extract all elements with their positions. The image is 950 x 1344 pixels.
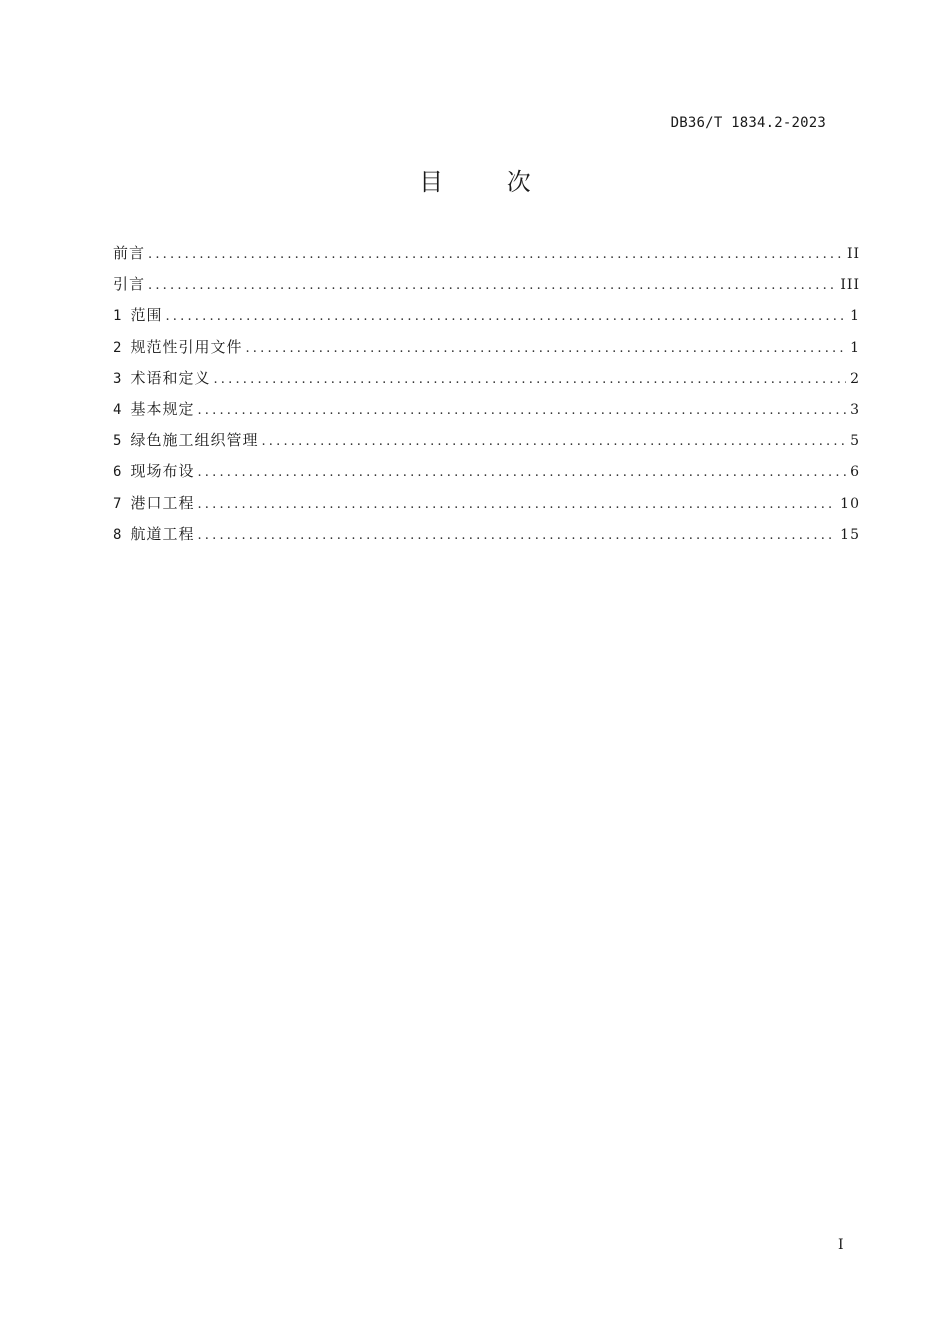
toc-entry-number: 7 [113,495,122,512]
toc-entry-page: 6 [850,464,860,481]
toc-leader-dots [197,465,846,480]
toc-entry-title: 港口工程 [130,493,195,512]
toc-entry-scope[interactable] [113,304,860,335]
toc-entry-title: 范围 [130,306,163,325]
toc-entry-number: 5 [113,433,122,450]
toc-entry-port-engineering[interactable] [113,492,860,523]
toc-entry-number: 8 [113,526,122,543]
toc-entry-waterway-engineering[interactable] [113,523,860,554]
toc-entry-normative-references[interactable] [113,336,860,367]
toc-entry-title: 基本规定 [130,399,195,418]
toc-entry-page: III [840,277,860,294]
toc-title: 目 次 [419,168,559,196]
toc-entry-page: 1 [850,339,860,356]
page-number: I [838,1237,844,1253]
toc-leader-dots [197,497,836,512]
toc-entry-page: II [846,246,860,262]
toc-entry-page: 3 [850,401,860,418]
toc-entry-title: 航道工程 [130,524,195,543]
toc-entry-title: 引言 [113,275,146,294]
toc-entry-title: 绿色施工组织管理 [130,431,259,450]
toc-entry-number: 1 [113,308,122,325]
toc-leader-dots [148,247,843,262]
toc-entry-title: 术语和定义 [130,368,211,387]
toc-entry-foreword[interactable] [113,242,860,273]
toc-entry-basic-provisions[interactable] [113,398,860,429]
toc-entry-terms-definitions[interactable] [113,367,860,398]
toc-entry-green-construction[interactable] [113,429,860,460]
toc-entry-introduction[interactable] [113,273,860,304]
toc-entry-number: 2 [113,339,122,356]
toc-entry-title: 前言 [113,244,146,262]
toc-entry-page: 10 [840,495,860,512]
toc-entry-number: 6 [113,464,122,481]
toc-entry-page: 1 [850,308,860,325]
toc-list [113,242,860,554]
toc-leader-dots [213,372,846,387]
toc-leader-dots [197,528,836,543]
toc-leader-dots [261,434,846,449]
toc-entry-page: 15 [840,526,860,543]
toc-entry-title: 现场布设 [130,462,195,481]
toc-leader-dots [197,403,846,418]
toc-entry-site-layout[interactable] [113,460,860,491]
toc-leader-dots [165,309,846,324]
toc-leader-dots [148,278,836,293]
toc-entry-title: 规范性引用文件 [130,337,243,356]
toc-leader-dots [245,341,846,356]
toc-entry-page: 2 [850,370,860,387]
toc-entry-number: 3 [113,370,122,387]
toc-entry-page: 5 [850,433,860,450]
document-code: DB36/T 1834.2-2023 [670,115,826,131]
toc-entry-number: 4 [113,401,122,418]
